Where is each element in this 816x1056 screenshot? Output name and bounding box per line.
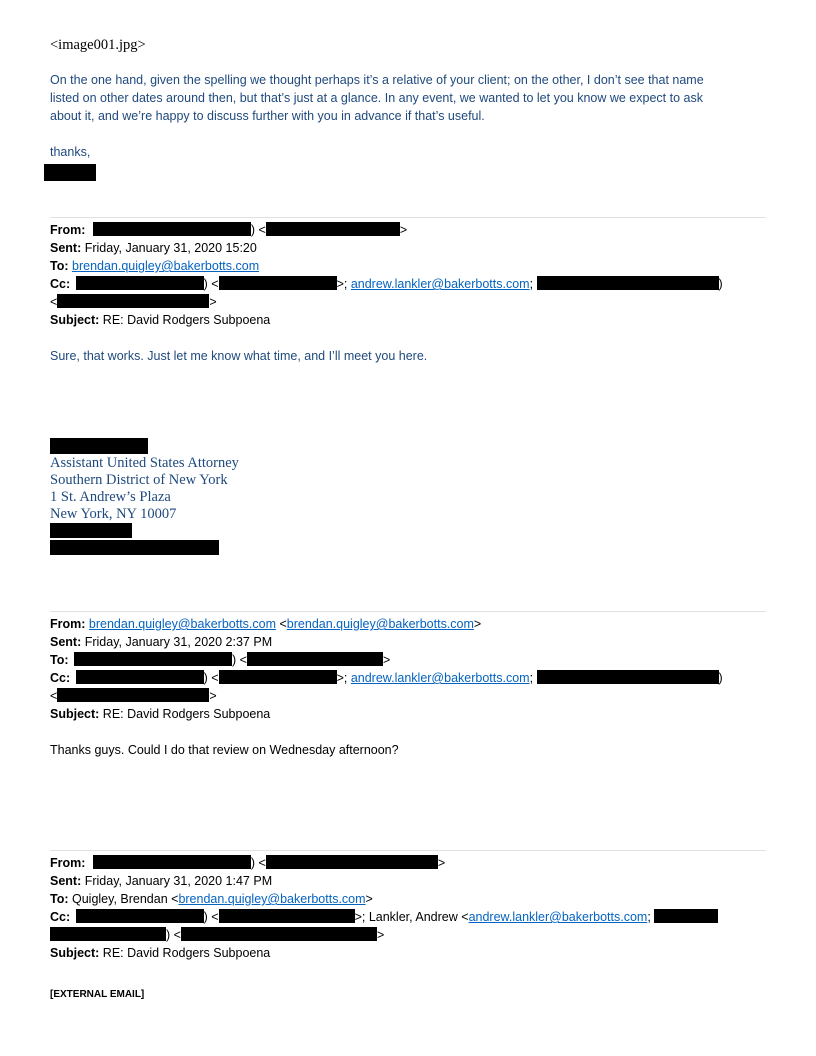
sent-label: Sent: (50, 241, 82, 255)
subject-label: Subject: (50, 946, 100, 960)
intro-line-2: listed on other dates around then, but that’s just at a glance. In any event, we wanted to let you know we expect to ask (50, 91, 703, 105)
punct: ; (529, 671, 537, 685)
email-1-cc-cont (50, 293, 217, 311)
punct: ; (647, 910, 655, 924)
cc-email-link[interactable]: andrew.lankler@bakerbotts.com (468, 910, 648, 924)
redaction (93, 222, 251, 236)
email-2-subject (50, 705, 270, 723)
punct: ) (718, 671, 723, 685)
from-label: From: (50, 223, 86, 237)
redaction (57, 294, 209, 308)
punct: < (276, 617, 287, 631)
from-email-link-angle[interactable]: brendan.quigley@bakerbotts.com (286, 617, 474, 631)
to-label: To: (50, 653, 69, 667)
punct: ) < (166, 928, 181, 942)
signature-title: Assistant United States Attorney (50, 455, 239, 471)
redaction (654, 909, 718, 923)
to-label: To: (50, 892, 69, 906)
punct: > (473, 617, 482, 631)
intro-line-3: about it, and we’re happy to discuss further with you in advance if that’s useful. (50, 109, 485, 123)
cc-name: Lankler, Andrew < (368, 910, 469, 924)
subject-value: RE: David Rodgers Subpoena (102, 707, 271, 721)
from-email-link[interactable]: brendan.quigley@bakerbotts.com (88, 617, 277, 631)
email-3-cc (50, 908, 718, 926)
sent-label: Sent: (50, 874, 82, 888)
email-2-to (50, 651, 390, 669)
redaction (537, 670, 719, 684)
punct: > (382, 653, 391, 667)
punct: ; (529, 277, 537, 291)
to-name: Quigley, Brendan < (72, 892, 179, 906)
punct: ) < (203, 671, 219, 685)
redaction (50, 927, 166, 941)
email-1-sent (50, 239, 257, 257)
email-2-from (50, 615, 481, 633)
cc-label: Cc: (50, 671, 71, 685)
email-3-subject (50, 944, 270, 962)
redaction-signature-phone (50, 523, 132, 538)
punct: > (399, 223, 408, 237)
redaction (76, 909, 204, 923)
punct: < (50, 295, 58, 309)
email-3-cc-cont (50, 926, 384, 944)
redaction (266, 222, 400, 236)
subject-value: RE: David Rodgers Subpoena (102, 313, 271, 327)
redaction (93, 855, 251, 869)
redaction (219, 670, 337, 684)
subject-label: Subject: (50, 313, 100, 327)
sent-value: Friday, January 31, 2020 15:20 (84, 241, 257, 255)
from-label: From: (50, 617, 86, 631)
external-email-tag: [EXTERNAL EMAIL] (50, 989, 145, 1000)
redaction-signature-name (50, 438, 148, 454)
image-placeholder: <image001.jpg> (50, 37, 146, 53)
punct: ) < (203, 910, 219, 924)
sent-value: Friday, January 31, 2020 2:37 PM (84, 635, 273, 649)
punct: > (437, 856, 446, 870)
redaction (537, 276, 719, 290)
email-2-body: Thanks guys. Could I do that review on Wednesday afternoon? (50, 743, 399, 757)
sent-value: Friday, January 31, 2020 1:47 PM (84, 874, 273, 888)
subject-label: Subject: (50, 707, 100, 721)
redaction (181, 927, 377, 941)
redaction (219, 276, 337, 290)
punct: ) < (250, 856, 266, 870)
redaction (219, 909, 355, 923)
from-label: From: (50, 856, 86, 870)
redaction (247, 652, 383, 666)
email-1-from (50, 221, 407, 239)
punct: > (376, 928, 385, 942)
to-label: To: (50, 259, 69, 273)
redaction (266, 855, 438, 869)
sent-label: Sent: (50, 635, 82, 649)
intro-line-1: On the one hand, given the spelling we thought perhaps it’s a relative of your client; on the other, I don’t see that name (50, 73, 704, 87)
redaction (74, 652, 232, 666)
email-3-from (50, 854, 445, 872)
email-1-to (50, 257, 259, 275)
punct: > (209, 295, 217, 309)
email-1-cc (50, 275, 723, 293)
signature-office: Southern District of New York (50, 472, 228, 488)
redaction-sender-name (44, 164, 96, 181)
email-2-cc (50, 669, 723, 687)
punct: > (365, 892, 373, 906)
separator-1 (50, 217, 766, 218)
signature-street: 1 St. Andrew’s Plaza (50, 489, 171, 505)
separator-3 (50, 850, 766, 851)
email-2-sent (50, 633, 272, 651)
punct: >; (354, 910, 369, 924)
punct: ) < (250, 223, 266, 237)
email-1-body: Sure, that works. Just let me know what time, and I’ll meet you here. (50, 349, 428, 363)
punct: ) (718, 277, 723, 291)
punct: < (50, 689, 58, 703)
cc-email-link[interactable]: andrew.lankler@bakerbotts.com (350, 671, 530, 685)
email-3-to (50, 890, 373, 908)
signoff: thanks, (50, 145, 91, 159)
subject-value: RE: David Rodgers Subpoena (102, 946, 271, 960)
punct: >; (336, 671, 351, 685)
email-1-subject (50, 311, 270, 329)
punct: ) < (203, 277, 219, 291)
separator-2 (50, 611, 766, 612)
email-2-cc-cont (50, 687, 217, 705)
signature-city: New York, NY 10007 (50, 506, 177, 522)
cc-email-link[interactable]: andrew.lankler@bakerbotts.com (350, 277, 530, 291)
redaction (57, 688, 209, 702)
cc-label: Cc: (50, 910, 71, 924)
redaction (76, 276, 204, 290)
to-email-link[interactable]: brendan.quigley@bakerbotts.com (178, 892, 366, 906)
redaction (76, 670, 204, 684)
redaction-signature-email (50, 540, 219, 555)
punct: > (209, 689, 217, 703)
punct: >; (336, 277, 351, 291)
to-email-link[interactable]: brendan.quigley@bakerbotts.com (72, 259, 260, 273)
cc-label: Cc: (50, 277, 71, 291)
email-3-sent (50, 872, 272, 890)
punct: ) < (232, 653, 247, 667)
